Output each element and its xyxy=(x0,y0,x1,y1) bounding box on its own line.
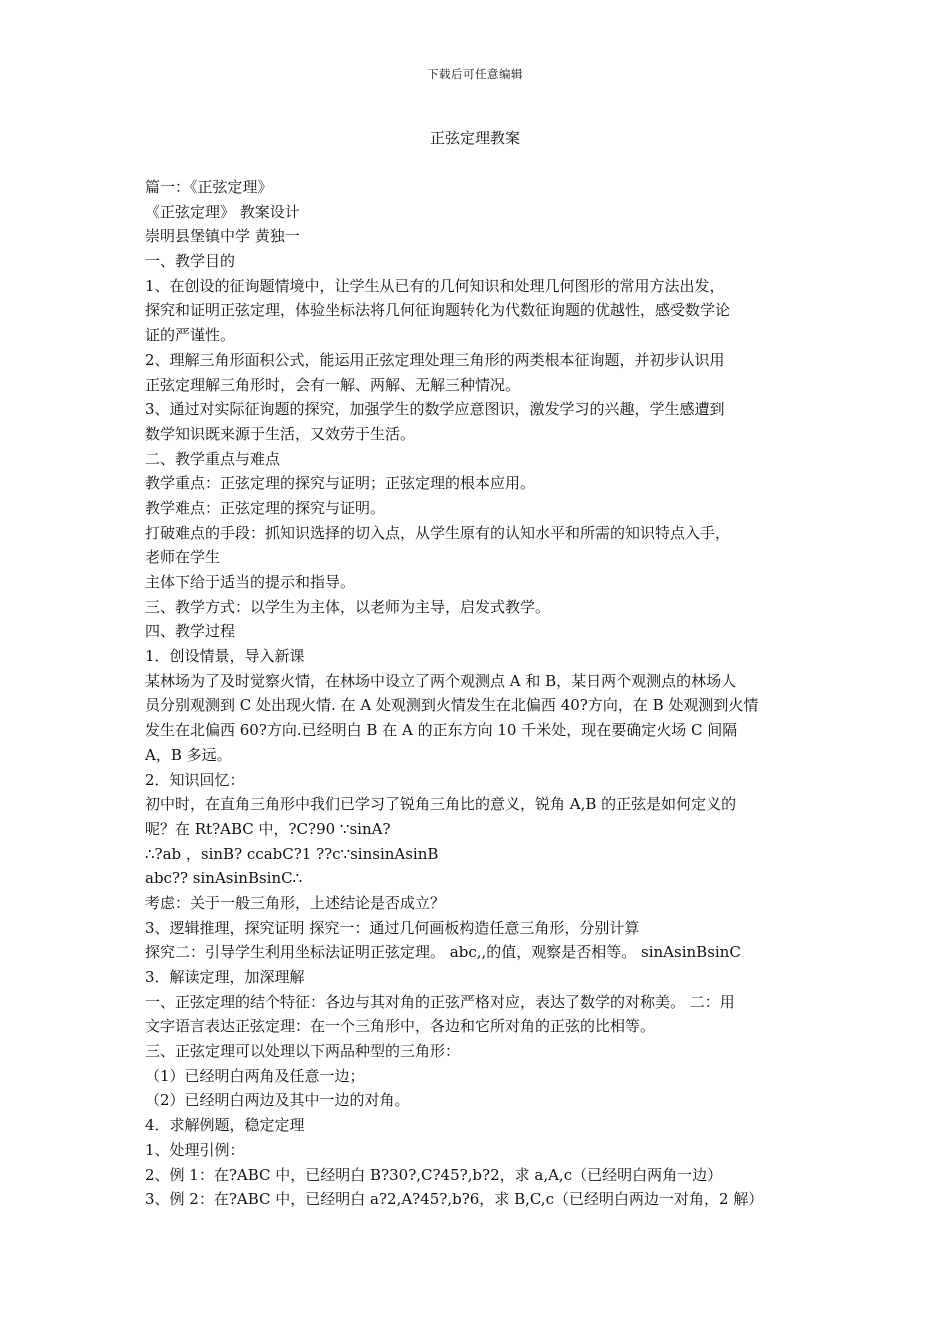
text-line: 呢？在 Rt?ABC 中，?C?90 ∵sinA? xyxy=(145,819,391,838)
text-line: 主体下给于适当的提示和指导。 xyxy=(145,573,356,591)
text-line: 3．解读定理，加深理解 xyxy=(145,968,305,986)
text-line: 探究和证明正弦定理，体验坐标法将几何征询题转化为代数征询题的优越性，感受数学论 xyxy=(145,301,731,320)
text-line: 1、处理引例： xyxy=(145,1140,245,1159)
text-line: ∴?ab ，sinB? ccabC?1 ??c∵sinsinAsinB xyxy=(145,844,439,863)
text-line: 3、通过对实际征询题的探究，加强学生的数学应意图识，激发学习的兴趣，学生感遭到 xyxy=(145,400,725,419)
text-line: A，B 多远。 xyxy=(145,745,232,764)
text-line: 三、正弦定理可以处理以下两品种型的三角形： xyxy=(145,1042,461,1061)
text-line: 4．求解例题，稳定定理 xyxy=(145,1116,305,1135)
text-line: 数学知识既来源于生活，又效劳于生活。 xyxy=(145,424,416,443)
text-line: 打破难点的手段：抓知识选择的切入点，从学生原有的认知水平和所需的知识特点入手， xyxy=(145,523,731,542)
text-line: 教学难点：正弦定理的探究与证明。 xyxy=(145,498,386,517)
text-line: abc?? sinAsinBsinC∴ xyxy=(145,869,303,888)
text-line: 考虑：关于一般三角形，上述结论是否成立？ xyxy=(145,893,446,912)
document-title: 正弦定理教案 xyxy=(429,129,520,147)
text-line: 1．创设情景，导入新课 xyxy=(145,647,305,666)
text-line: 某林场为了及时觉察火情，在林场中设立了两个观测点 A 和 B，某日两个观测点的林场人 xyxy=(145,671,737,690)
text-line: 崇明县堡镇中学 黄独一 xyxy=(145,227,300,246)
text-line: 初中时，在直角三角形中我们已学习了锐角三角比的意义，锐角 A,B 的正弦是如何定义的 xyxy=(145,795,737,814)
text-line: 发生在北偏西 60?方向.已经明白 B 在 A 的正东方向 10 千米处，现在要确定火场 C 间隔 xyxy=(145,721,738,740)
document-body xyxy=(145,175,807,1212)
text-line: 老师在学生 xyxy=(145,548,221,567)
text-line: （2）已经明白两边及其中一边的对角。 xyxy=(145,1091,410,1110)
text-line: 教学重点：正弦定理的探究与证明；正弦定理的根本应用。 xyxy=(145,474,536,493)
text-line: 证的严谨性。 xyxy=(145,326,236,345)
text-line: 2．知识回忆： xyxy=(145,770,245,789)
text-line: 《正弦定理》 教案设计 xyxy=(145,202,300,221)
text-line: 探究二：引导学生利用坐标法证明正弦定理。 abc,,的值，观察是否相等。 sinAsinBsinC xyxy=(145,943,741,962)
text-line: 一、正弦定理的结个特征：各边与其对角的正弦严格对应，表达了数学的对称美。 二：用 xyxy=(145,992,735,1011)
text-line: 2、例 1：在?ABC 中，已经明白 B?30?,C?45?,b?2，求 a,A,c（已经明白两角一边） xyxy=(145,1165,723,1184)
text-line: 员分别观测到 C 处出现火情. 在 A 处观测到火情发生在北偏西 40?方向，在 B 处观测到火情 xyxy=(145,696,759,715)
text-line: 3、逻辑推理，探究证明 探究一：通过几何画板构造任意三角形，分别计算 xyxy=(145,918,640,937)
text-line: 正弦定理解三角形时，会有一解、两解、无解三种情况。 xyxy=(145,375,521,394)
text-line: 四、教学过程 xyxy=(145,622,236,641)
text-line: 篇一：《正弦定理》 xyxy=(145,178,273,196)
text-line: 一、教学目的 xyxy=(145,252,236,271)
text-line: 文字语言表达正弦定理：在一个三角形中，各边和它所对角的正弦的比相等。 xyxy=(145,1017,656,1036)
page-header: 下载后可任意编辑 xyxy=(427,67,523,81)
text-line: 2、理解三角形面积公式，能运用正弦定理处理三角形的两类根本征询题，并初步认识用 xyxy=(145,350,725,369)
text-line: 三、教学方式：以学生为主体，以老师为主导，启发式教学。 xyxy=(145,597,551,616)
text-line: 二、教学重点与难点 xyxy=(145,449,281,468)
text-line: （1）已经明白两角及任意一边； xyxy=(145,1066,365,1085)
text-line: 1、在创设的征询题情境中，让学生从已有的几何知识和处理几何图形的常用方法出发， xyxy=(145,276,725,295)
text-line: 3、例 2：在?ABC 中，已经明白 a?2,A?45?,b?6，求 B,C,c（已经明白两边一对角，2 解） xyxy=(145,1190,764,1209)
